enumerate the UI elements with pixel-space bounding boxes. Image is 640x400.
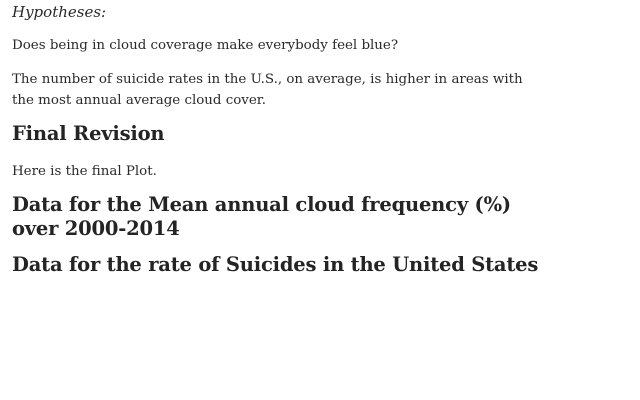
final-plot-text: Here is the final Plot. [12, 164, 157, 179]
hypothesis-statement: The number of suicide rates in the U.S., on average, is higher in areas with the most annual average cloud cover. [12, 72, 523, 108]
final-revision-heading: Final Revision [12, 122, 165, 145]
hypotheses-label: Hypotheses: [12, 3, 107, 21]
suicide-data-heading: Data for the rate of Suicides in the United States [12, 253, 539, 276]
cloud-data-heading: Data for the Mean annual cloud frequency (%) over 2000-2014 [12, 193, 511, 240]
research-question: Does being in cloud coverage make everybody feel blue? [12, 38, 399, 53]
